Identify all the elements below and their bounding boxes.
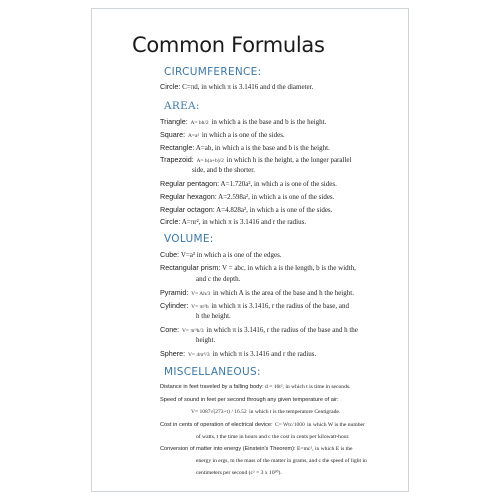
formula-description: in which h is the height, a the longer parallel — [226, 156, 352, 164]
formula-term: Speed of sound in feet per second through any given temperature of air: — [160, 397, 339, 403]
formula-description: in which π is 3.1416 and r the radius. — [202, 218, 307, 226]
formula-row-electrical-cost — [160, 421, 408, 429]
formula-description: in which a is the length, b is the width, — [247, 264, 356, 272]
formula-expression: A= bh/2 — [190, 120, 209, 126]
formula-expression: V = abc, — [221, 264, 246, 272]
formula-row-rectangle — [160, 143, 408, 153]
formula-term: Rectangle: — [160, 143, 195, 152]
formula-expression: d = 16t², — [264, 384, 284, 390]
formula-row-einstein — [160, 445, 408, 453]
formula-expression: C=πd, — [182, 83, 200, 91]
formula-term: Triangle: — [160, 117, 188, 126]
formula-sheet — [91, 8, 409, 492]
formula-row-square — [160, 130, 408, 141]
formula-term: Regular pentagon: — [160, 179, 220, 188]
formula-expression: V= 4πr³/3 — [187, 352, 210, 358]
formula-description: in which A is the area of the base and h the height. — [213, 289, 354, 297]
formula-term: Pyramid: — [160, 288, 189, 297]
formula-expression: V= 1087√(273+t) / 16.52 — [191, 409, 247, 415]
formula-expression: C= Wtc/1000 — [274, 422, 305, 428]
formula-description: in which π is 3.1416 and d the diameter. — [201, 83, 314, 91]
formula-row-cube — [160, 250, 408, 260]
formula-description: in which a is the base and b is the height. — [214, 144, 330, 152]
formula-row-cone — [160, 325, 408, 336]
formula-term: Rectangular prism: — [160, 263, 221, 272]
formula-expression: A=1.720a², — [220, 180, 253, 188]
formula-term: Square: — [160, 130, 186, 139]
formula-term: Cube: — [160, 250, 180, 259]
formula-description: in which W is the number — [307, 422, 365, 428]
formula-row-pyramid — [160, 288, 408, 299]
section-heading-circumference: CIRCUMFERENCE: — [164, 66, 262, 78]
formula-continuation-cylinder: h the height. — [196, 312, 231, 320]
formula-term: Trapezoid: — [160, 155, 194, 164]
formula-description: in which a is one of the edges. — [196, 251, 282, 259]
formula-row-octagon — [160, 205, 408, 215]
formula-description: in which π is 3.1416 and r the radius. — [212, 350, 317, 358]
formula-term: Distance in feet traveled by a falling body: — [160, 384, 264, 390]
formula-expression: V= πr²h — [191, 304, 209, 310]
formula-row-pentagon — [160, 179, 408, 189]
formula-term: Regular hexagon: — [160, 192, 217, 201]
formula-description: in which a is one of the sides. — [251, 193, 335, 201]
formula-row-circle-circumference — [160, 82, 408, 92]
formula-expression: V= πr²h/3 — [181, 328, 204, 334]
formula-term: Cylinder: — [160, 301, 189, 310]
formula-row-speed-of-sound — [160, 396, 408, 404]
section-heading-area: AREA: — [164, 100, 200, 112]
formula-row-rectangular-prism — [160, 263, 408, 273]
formula-term: Conversion of matter into energy (Einstein's Theorem): — [160, 446, 296, 452]
formula-description: in which a is one of the sides. — [249, 206, 333, 214]
page-title: Common Formulas — [132, 33, 325, 57]
formula-description: in which t is time in seconds. — [285, 384, 351, 390]
section-heading-volume: VOLUME: — [164, 233, 214, 245]
formula-description: in which a is one of the sides. — [254, 180, 337, 188]
formula-expression: A=2.598a², — [218, 193, 250, 201]
formula-expression: V=a³ — [180, 251, 196, 259]
formula-term: Sphere: — [160, 349, 186, 358]
formula-row-sphere — [160, 349, 408, 360]
formula-row-hexagon — [160, 192, 408, 202]
formula-description: in which π is 3.1416, r the radius of the base and h the — [206, 326, 358, 334]
formula-expression: E=mc², — [297, 446, 314, 452]
formula-expression: V= Ah/3 — [191, 291, 211, 297]
formula-continuation-cone: height. — [196, 336, 216, 344]
formula-row-falling-body — [160, 383, 408, 391]
formula-continuation-einstein: energy in ergs, m the mass of the matter in grams, and c the speed of light in — [196, 458, 367, 464]
formula-description: in which E is the — [314, 446, 353, 452]
formula-expression: A=a² — [187, 133, 200, 139]
formula-row-circle-area — [160, 217, 408, 227]
formula-term: Circle: — [160, 217, 181, 226]
formula-description: in which π is 3.1416, r the radius of the base, and — [211, 302, 350, 310]
formula-expression: A=πr², — [181, 218, 201, 226]
formula-continuation-einstein-2: centimeters per second (c² = 3 x 10²⁰). — [196, 470, 282, 476]
formula-description: in which a is the base and b is the height. — [211, 118, 327, 126]
formula-term: Cost in cents of operation of electrical device: — [160, 422, 273, 428]
formula-term: Circle: — [160, 82, 181, 91]
formula-expression: A=ab, — [195, 144, 214, 152]
formula-row-cylinder — [160, 301, 408, 312]
formula-continuation-trapezoid: side, and b the shorter. — [192, 166, 255, 174]
formula-continuation-electrical: of watts, t the time in hours and c the cost in cents per kilowatt-hour. — [196, 434, 350, 440]
formula-term: Cone: — [160, 325, 180, 334]
formula-continuation-prism: and c the depth. — [196, 275, 241, 283]
section-heading-miscellaneous: MISCELLANEOUS: — [164, 366, 261, 378]
formula-row-trapezoid — [160, 155, 408, 166]
formula-term: Regular octagon: — [160, 205, 215, 214]
formula-description: in which a is one of the sides. — [201, 131, 285, 139]
formula-expression: A= h(a+b)/2 — [196, 158, 224, 164]
formula-description: in which t is the temperature Centigrade. — [249, 409, 341, 415]
formula-row-speed-of-sound-formula — [190, 408, 409, 416]
formula-row-triangle — [160, 117, 408, 128]
formula-expression: A=4.828a², — [216, 206, 248, 214]
